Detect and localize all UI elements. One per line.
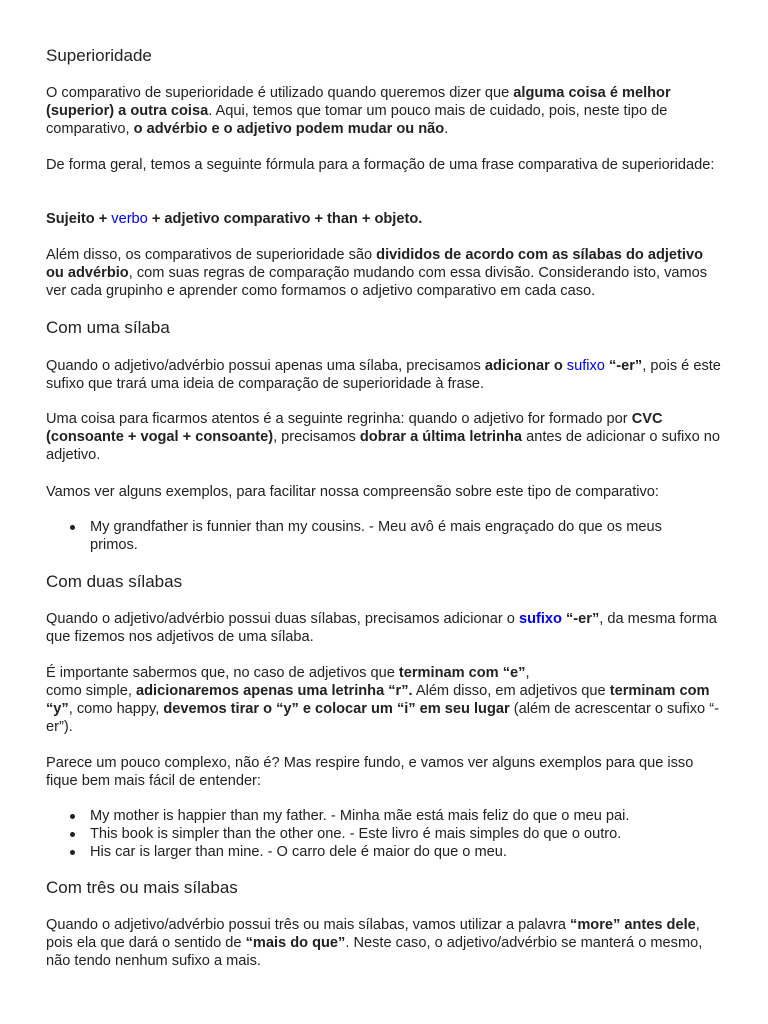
paragraph-regras-e-y xyxy=(46,664,722,736)
text: . xyxy=(444,121,449,137)
heading-tres-silabas: Com três ou mais sílabas xyxy=(46,878,238,897)
list-item: This book is simpler than the other one. - Este livro é mais simples do que o outro. xyxy=(90,825,722,843)
paragraph-uma-silaba xyxy=(46,357,722,393)
sufixo-link[interactable]: sufixo xyxy=(518,611,562,627)
bold-text: devemos tirar o “y” e colocar um “i” em seu lugar xyxy=(163,701,510,717)
bold-text: terminam com “y” xyxy=(46,683,710,717)
bold-text: + adjetivo comparativo + than + objeto. xyxy=(147,211,423,227)
text: Quando o adjetivo/advérbio possui duas sílabas, precisamos adicionar o xyxy=(46,611,519,627)
text: . Aqui, temos que tomar um pouco mais de cuidado, pois, neste tipo de comparativo, xyxy=(46,103,668,137)
paragraph-tres-silabas xyxy=(46,916,722,970)
text: . Neste caso, o adjetivo/advérbio se manterá o mesmo, não tendo nenhum sufixo a mais. xyxy=(46,935,703,969)
formula-line xyxy=(46,210,722,228)
bold-text: “mais do que” xyxy=(245,935,346,951)
text: antes de adicionar o sufixo no adjetivo. xyxy=(46,429,721,463)
text: , pois ela que dará o sentido de xyxy=(46,917,700,951)
heading-superioridade: Superioridade xyxy=(46,46,152,65)
text: Uma coisa para ficarmos atentos é a seguinte regrinha: quando o adjetivo for formado por xyxy=(46,411,632,427)
bold-text: adicionar o xyxy=(484,358,567,374)
examples-list-duas-silabas xyxy=(46,807,722,861)
sufixo-link[interactable]: sufixo xyxy=(566,358,605,374)
paragraph-formula-intro: De forma geral, temos a seguinte fórmula para a formação de uma frase comparativa de superioridade: xyxy=(46,157,715,173)
bold-text: “more” antes dele xyxy=(570,917,696,933)
text: , xyxy=(525,665,530,681)
bold-text: dobrar a última letrinha xyxy=(359,429,523,445)
text: Quando o adjetivo/advérbio possui apenas uma sílaba, precisamos xyxy=(46,358,485,374)
bold-text: alguma coisa é melhor (superior) a outra coisa xyxy=(46,85,671,119)
paragraph-divisao xyxy=(46,246,722,300)
bold-text: “-er” xyxy=(561,611,600,627)
text: , da mesma forma que fizemos nos adjetivos de uma sílaba. xyxy=(46,611,717,645)
text: Além disso, em adjetivos que xyxy=(412,683,610,699)
examples-list-uma-silaba xyxy=(46,518,722,554)
bold-text: divididos de acordo com as sílabas do adjetivo ou advérbio xyxy=(46,247,703,281)
text: Além disso, os comparativos de superioridade são xyxy=(46,247,377,263)
text: , precisamos xyxy=(273,429,360,445)
heading-duas-silabas: Com duas sílabas xyxy=(46,572,183,591)
text: É importante sabermos que, no caso de adjetivos que xyxy=(46,665,399,681)
text: O comparativo de superioridade é utilizado quando queremos dizer que xyxy=(46,85,514,101)
bold-text: o advérbio e o adjetivo podem mudar ou não xyxy=(133,121,445,137)
paragraph-superioridade-intro xyxy=(46,84,722,138)
paragraph-duas-silabas xyxy=(46,610,722,646)
bold-text: “-er” xyxy=(604,358,643,374)
bold-text: Sujeito + xyxy=(46,211,112,227)
text: , pois é este sufixo que trará uma ideia de comparação de superioridade à frase. xyxy=(46,358,721,392)
paragraph-cvc-rule xyxy=(46,410,722,464)
text: , com suas regras de comparação mudando com essa divisão. Considerando isto, vamos ver cada grupinho e aprender como formamos o adjetivo comparativo em cada caso. xyxy=(46,265,708,299)
bold-text: terminam com “e” xyxy=(398,665,526,681)
paragraph-exemplos-intro: Vamos ver alguns exemplos, para facilitar nossa compreensão sobre este tipo de comparativo: xyxy=(46,484,659,500)
heading-uma-silaba: Com uma sílaba xyxy=(46,318,170,337)
text: Quando o adjetivo/advérbio possui três ou mais sílabas, vamos utilizar a palavra xyxy=(46,917,571,933)
paragraph-parece-complexo: Parece um pouco complexo, não é? Mas respire fundo, e vamos ver alguns exemplos para que isso fique bem mais fácil de entender: xyxy=(46,755,694,789)
text: , como happy, xyxy=(68,701,164,717)
verbo-link[interactable]: verbo xyxy=(111,211,148,227)
bold-text: adicionaremos apenas uma letrinha “r”. xyxy=(136,683,413,699)
text: como simple, xyxy=(46,683,137,699)
text: (além de acrescentar o sufixo “-er”). xyxy=(46,701,719,735)
list-item: His car is larger than mine. - O carro dele é maior do que o meu. xyxy=(90,843,722,861)
list-item: My mother is happier than my father. - Minha mãe está mais feliz do que o meu pai. xyxy=(90,807,722,825)
list-item: My grandfather is funnier than my cousins. - Meu avô é mais engraçado do que os meus primos. xyxy=(90,518,722,554)
bold-text: CVC (consoante + vogal + consoante) xyxy=(46,411,663,445)
